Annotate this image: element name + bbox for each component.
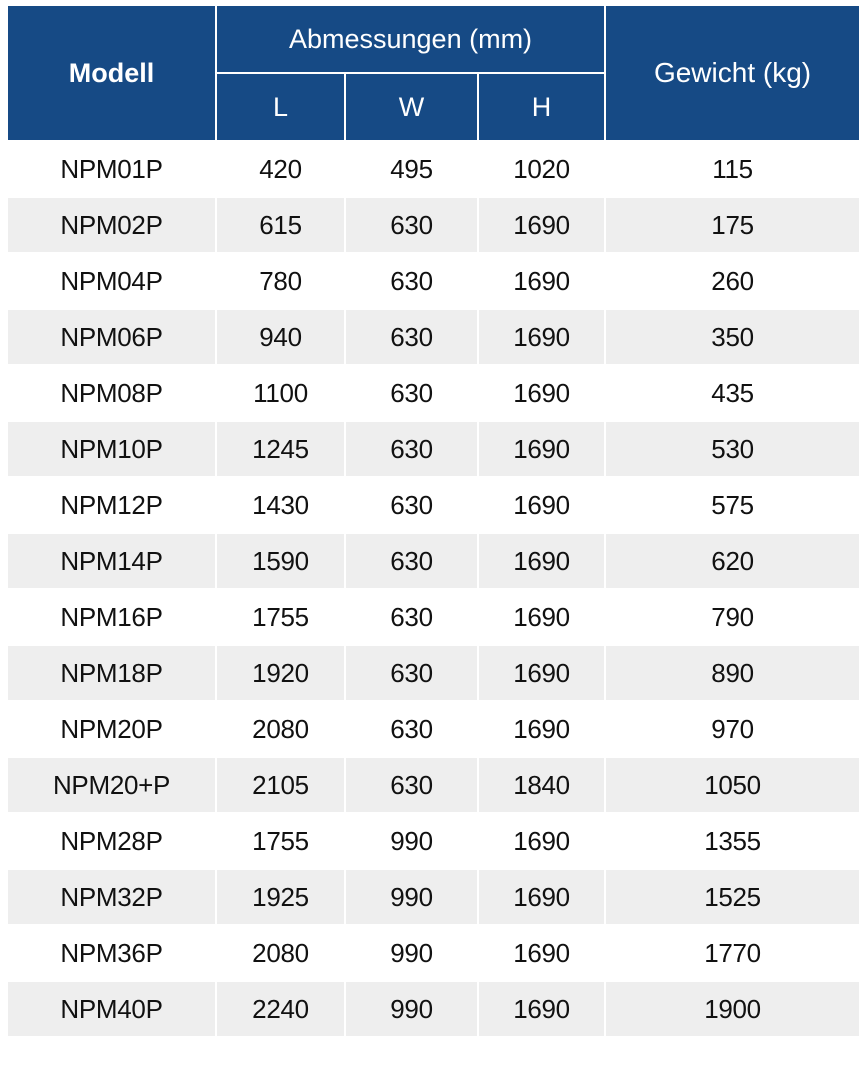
- cell-model: NPM16P: [7, 589, 216, 645]
- cell-width: 630: [345, 533, 478, 589]
- cell-width: 630: [345, 701, 478, 757]
- cell-height: 1690: [478, 533, 605, 589]
- cell-weight: 175: [605, 197, 860, 253]
- cell-height: 1690: [478, 253, 605, 309]
- table-row: [7, 925, 860, 981]
- cell-model: NPM08P: [7, 365, 216, 421]
- cell-width: 630: [345, 253, 478, 309]
- cell-model: NPM02P: [7, 197, 216, 253]
- header-row: [7, 5, 860, 73]
- cell-height: 1690: [478, 589, 605, 645]
- cell-weight: 970: [605, 701, 860, 757]
- cell-length: 2080: [216, 701, 345, 757]
- cell-width: 630: [345, 645, 478, 701]
- cell-model: NPM01P: [7, 141, 216, 197]
- header-dim-l: L: [216, 73, 345, 141]
- cell-length: 1430: [216, 477, 345, 533]
- cell-width: 630: [345, 365, 478, 421]
- cell-length: 615: [216, 197, 345, 253]
- table-row: [7, 701, 860, 757]
- table-row: [7, 869, 860, 925]
- cell-model: NPM12P: [7, 477, 216, 533]
- cell-model: NPM04P: [7, 253, 216, 309]
- cell-weight: 260: [605, 253, 860, 309]
- table-row: [7, 253, 860, 309]
- table-row: [7, 757, 860, 813]
- cell-length: 940: [216, 309, 345, 365]
- cell-length: 1100: [216, 365, 345, 421]
- cell-width: 990: [345, 813, 478, 869]
- header-weight: Gewicht (kg): [605, 5, 860, 141]
- cell-height: 1690: [478, 365, 605, 421]
- cell-model: NPM06P: [7, 309, 216, 365]
- table-header: [7, 5, 860, 141]
- cell-weight: 530: [605, 421, 860, 477]
- cell-weight: 115: [605, 141, 860, 197]
- cell-width: 630: [345, 197, 478, 253]
- cell-model: NPM10P: [7, 421, 216, 477]
- cell-height: 1690: [478, 421, 605, 477]
- cell-height: 1020: [478, 141, 605, 197]
- cell-width: 630: [345, 421, 478, 477]
- cell-length: 2240: [216, 981, 345, 1037]
- cell-weight: 1525: [605, 869, 860, 925]
- cell-length: 2105: [216, 757, 345, 813]
- cell-weight: 620: [605, 533, 860, 589]
- header-dim-w: W: [345, 73, 478, 141]
- cell-height: 1690: [478, 869, 605, 925]
- cell-model: NPM20P: [7, 701, 216, 757]
- cell-weight: 435: [605, 365, 860, 421]
- cell-width: 630: [345, 309, 478, 365]
- table-row: [7, 981, 860, 1037]
- cell-model: NPM18P: [7, 645, 216, 701]
- table-row: [7, 645, 860, 701]
- cell-length: 1755: [216, 589, 345, 645]
- table-row: [7, 141, 860, 197]
- cell-model: NPM20+P: [7, 757, 216, 813]
- cell-weight: 790: [605, 589, 860, 645]
- spec-table: [6, 4, 861, 1038]
- cell-height: 1690: [478, 701, 605, 757]
- table-row: [7, 421, 860, 477]
- cell-length: 1590: [216, 533, 345, 589]
- cell-length: 1245: [216, 421, 345, 477]
- cell-model: NPM40P: [7, 981, 216, 1037]
- cell-length: 1920: [216, 645, 345, 701]
- cell-weight: 350: [605, 309, 860, 365]
- cell-width: 630: [345, 589, 478, 645]
- cell-width: 630: [345, 477, 478, 533]
- cell-width: 990: [345, 869, 478, 925]
- cell-width: 990: [345, 925, 478, 981]
- cell-length: 2080: [216, 925, 345, 981]
- table-row: [7, 477, 860, 533]
- cell-model: NPM28P: [7, 813, 216, 869]
- cell-weight: 1355: [605, 813, 860, 869]
- cell-model: NPM36P: [7, 925, 216, 981]
- table-row: [7, 309, 860, 365]
- cell-model: NPM32P: [7, 869, 216, 925]
- table-row: [7, 197, 860, 253]
- cell-height: 1690: [478, 309, 605, 365]
- cell-weight: 1770: [605, 925, 860, 981]
- cell-height: 1690: [478, 197, 605, 253]
- header-dimensions: Abmessungen (mm): [216, 5, 605, 73]
- header-model: Modell: [7, 5, 216, 141]
- cell-height: 1690: [478, 477, 605, 533]
- cell-length: 780: [216, 253, 345, 309]
- header-dim-h: H: [478, 73, 605, 141]
- cell-width: 630: [345, 757, 478, 813]
- cell-weight: 1900: [605, 981, 860, 1037]
- cell-weight: 890: [605, 645, 860, 701]
- cell-height: 1690: [478, 925, 605, 981]
- table-row: [7, 533, 860, 589]
- cell-length: 1925: [216, 869, 345, 925]
- cell-height: 1840: [478, 757, 605, 813]
- table-body: [7, 141, 860, 1037]
- table-row: [7, 589, 860, 645]
- cell-weight: 1050: [605, 757, 860, 813]
- cell-weight: 575: [605, 477, 860, 533]
- cell-width: 495: [345, 141, 478, 197]
- cell-model: NPM14P: [7, 533, 216, 589]
- cell-width: 990: [345, 981, 478, 1037]
- cell-height: 1690: [478, 981, 605, 1037]
- cell-length: 420: [216, 141, 345, 197]
- table-row: [7, 813, 860, 869]
- cell-height: 1690: [478, 813, 605, 869]
- cell-height: 1690: [478, 645, 605, 701]
- table-row: [7, 365, 860, 421]
- cell-length: 1755: [216, 813, 345, 869]
